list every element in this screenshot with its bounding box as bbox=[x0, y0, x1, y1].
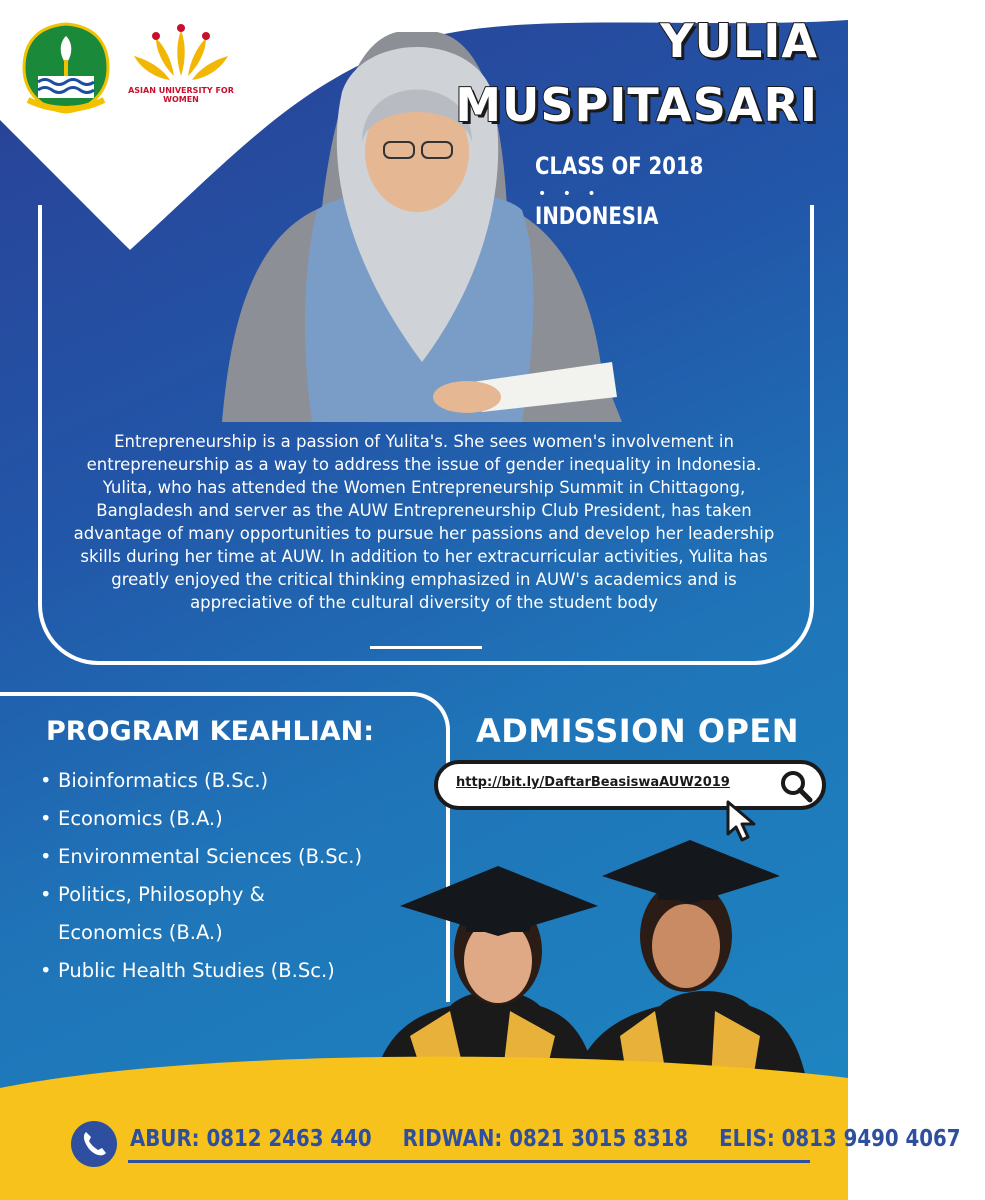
list-item: • Politics, Philosophy & Economics (B.A.) bbox=[40, 876, 358, 952]
program-list bbox=[40, 762, 362, 990]
admission-title: ADMISSION OPEN bbox=[476, 712, 800, 750]
country: INDONESIA bbox=[535, 202, 659, 230]
search-icon[interactable] bbox=[778, 768, 814, 804]
bio-divider bbox=[370, 646, 482, 649]
separator-dots: • • • bbox=[538, 186, 602, 202]
name-first: YULIA bbox=[660, 14, 818, 68]
class-year: CLASS OF 2018 bbox=[535, 152, 704, 180]
name-last: MUSPITASARI bbox=[455, 78, 818, 132]
auw-logo bbox=[126, 20, 236, 120]
list-item: • Economics (B.A.) bbox=[40, 800, 362, 838]
contact-elis: ELIS: 0813 9490 4067 bbox=[719, 1126, 961, 1152]
contacts-underline bbox=[128, 1160, 810, 1163]
contact-ridwan: RIDWAN: 0821 3015 8318 bbox=[402, 1126, 689, 1152]
list-item: • Environmental Sciences (B.Sc.) bbox=[40, 838, 362, 876]
admission-link[interactable]: http://bit.ly/DaftarBeasiswaAUW2019 bbox=[456, 775, 730, 790]
bio-paragraph: Entrepreneurship is a passion of Yulita's. She sees women's involvement in entrepreneurship as a way to address the issue of gender inequality in Indonesia. Yulita, who has attended the Women Entrepreneurship Summit in Chittagong, Bangladesh and server as the AUW Entrepreneurship Club President, has taken advantage of many opportunities to pursue her passions and develop her leadership skills during her time at AUW. In addition to her extracurricular activities, Yulita has greatly enjoyed the critical thinking emphasized in AUW's academics and is appreciative of the cultural diversity of the student body bbox=[73, 432, 775, 612]
list-item: • Public Health Studies (B.Sc.) bbox=[40, 952, 362, 990]
contact-abur: ABUR: 0812 2463 440 bbox=[130, 1126, 372, 1152]
program-title: PROGRAM KEAHLIAN: bbox=[46, 716, 375, 747]
phone-icon bbox=[70, 1120, 118, 1168]
government-logo bbox=[22, 22, 110, 114]
contact-list bbox=[130, 1126, 961, 1152]
list-item: • Bioinformatics (B.Sc.) bbox=[40, 762, 362, 800]
auw-logo-text: ASIAN UNIVERSITY FOR WOMEN bbox=[128, 86, 234, 104]
footer-band bbox=[0, 1048, 848, 1200]
